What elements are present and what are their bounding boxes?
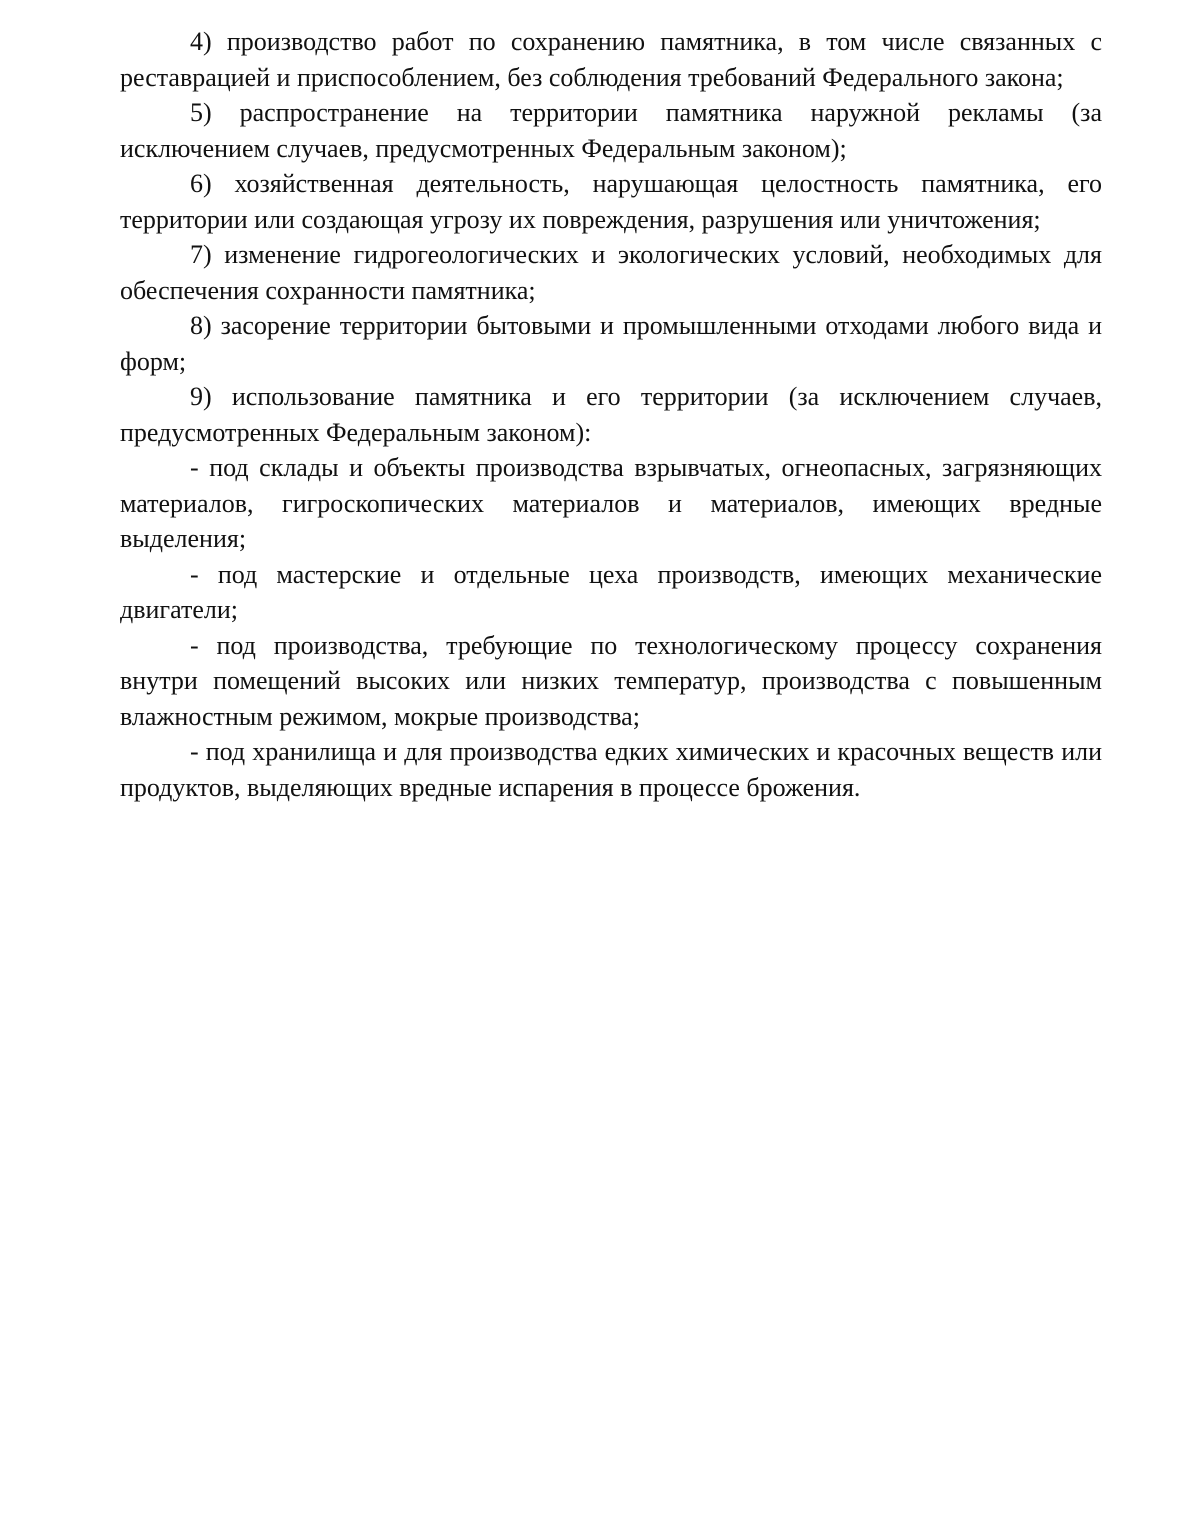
paragraph-subitem-warehouses: - под склады и объекты производства взрывчатых, огнеопасных, загрязняющих материалов, гигроскопических материалов и материалов, имеющих вредные выделения; xyxy=(120,453,1102,553)
paragraph-item-4: 4) производство работ по сохранению памятника, в том числе связанных с реставрацией и приспособлением, без соблюдения требований Федерального закона; xyxy=(120,27,1102,92)
paragraph-item-5: 5) распространение на территории памятника наружной рекламы (за исключением случаев, предусмотренных Федеральным законом); xyxy=(120,98,1102,163)
paragraph-item-7: 7) изменение гидрогеологических и экологических условий, необходимых для обеспечения сохранности памятника; xyxy=(120,240,1102,305)
paragraph-item-9: 9) использование памятника и его территории (за исключением случаев, предусмотренных Федеральным законом): xyxy=(120,382,1102,447)
paragraph-subitem-workshops: - под мастерские и отдельные цеха производств, имеющих механические двигатели; xyxy=(120,559,1102,624)
paragraph-item-6: 6) хозяйственная деятельность, нарушающая целостность памятника, его территории или создающая угрозу их повреждения, разрушения или уничтожения; xyxy=(120,169,1102,234)
paragraph-subitem-temperature-production: - под производства, требующие по технологическому процессу сохранения внутри помещений высоких или низких температур, производства с повышенным влажностным режимом, мокрые производства; xyxy=(120,630,1102,731)
paragraph-subitem-storage-chemicals: - под хранилища и для производства едких химических и красочных веществ или продуктов, выделяющих вредные испарения в процессе брожения. xyxy=(120,737,1102,802)
paragraph-item-8: 8) засорение территории бытовыми и промышленными отходами любого вида и форм; xyxy=(120,311,1102,376)
document-page xyxy=(120,24,1102,805)
